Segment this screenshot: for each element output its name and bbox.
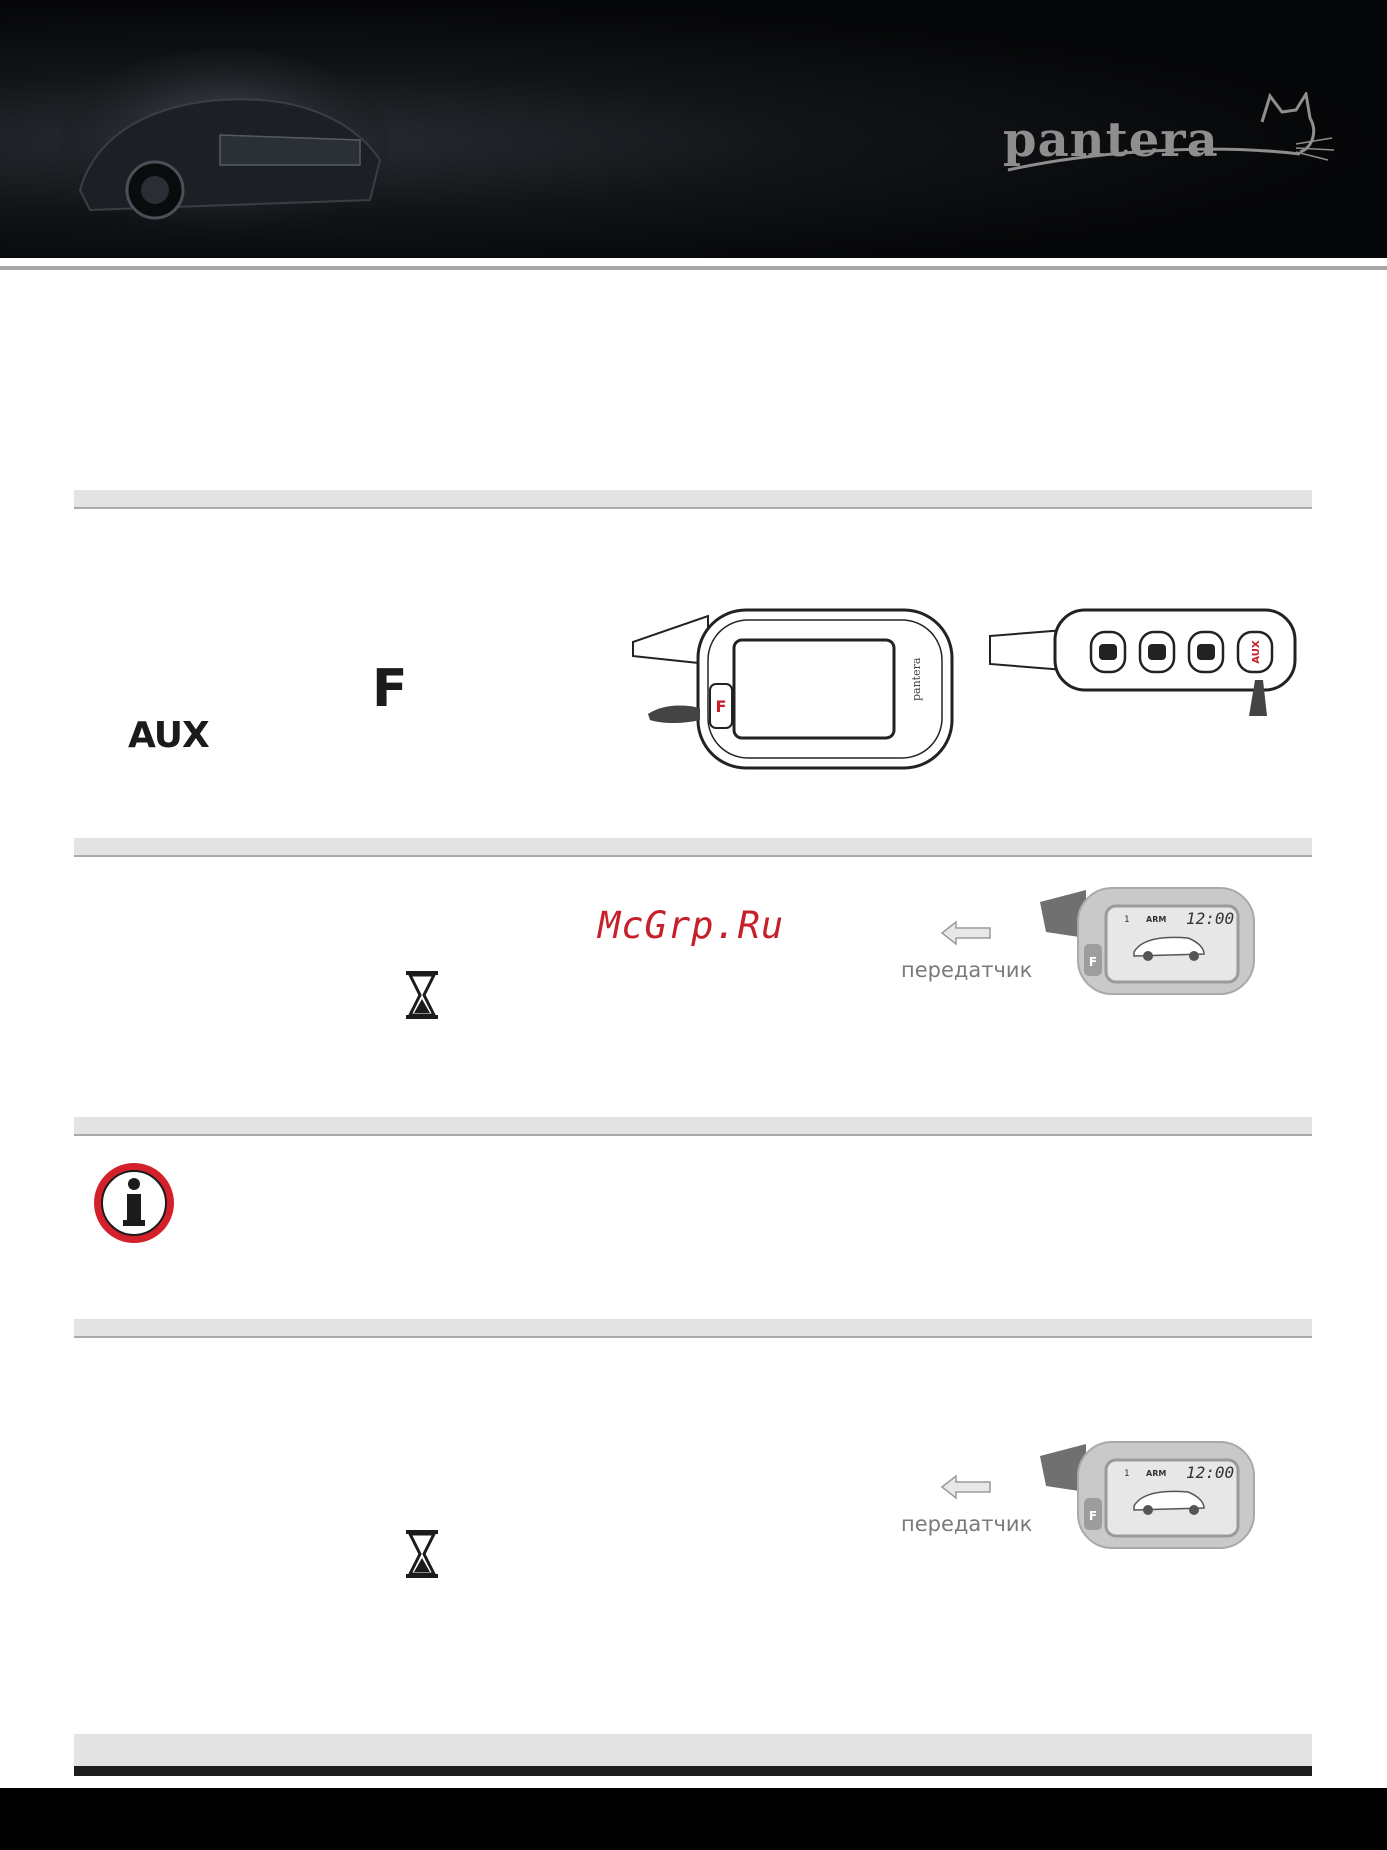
car-image bbox=[60, 40, 390, 250]
lcd-time-2: 12:00 bbox=[1186, 1463, 1235, 1482]
arrow-left-icon bbox=[940, 920, 992, 946]
transmitter-label-2: передатчик bbox=[901, 1512, 1033, 1536]
section-bar-1 bbox=[74, 490, 1312, 509]
section-bar-3 bbox=[74, 1117, 1312, 1136]
svg-text:F: F bbox=[1088, 955, 1098, 969]
watermark-text: McGrp.Ru bbox=[598, 904, 785, 947]
svg-text:pantera: pantera bbox=[910, 657, 923, 701]
svg-text:F: F bbox=[1088, 1509, 1098, 1523]
section-bar-4 bbox=[74, 1319, 1312, 1338]
brand-logo: pantera bbox=[1003, 112, 1219, 168]
remote-f-key-label: F bbox=[715, 697, 727, 716]
footer-bar bbox=[74, 1734, 1312, 1766]
remote-lcd-illustration-2 bbox=[1038, 1440, 1258, 1552]
aux-button-label: AUX bbox=[128, 715, 209, 756]
remote-front-illustration bbox=[628, 606, 958, 772]
remote-aux-key-label: AUX bbox=[1251, 640, 1262, 664]
footer bbox=[0, 1788, 1387, 1850]
lcd-arm: ARM bbox=[1146, 915, 1167, 924]
lcd-time: 12:00 bbox=[1186, 909, 1235, 928]
header-divider-white bbox=[0, 258, 1387, 264]
info-icon bbox=[91, 1160, 177, 1246]
panther-logo-icon bbox=[1000, 92, 1340, 182]
section-bar-2 bbox=[74, 838, 1312, 857]
lcd-arm-2: ARM bbox=[1146, 1469, 1167, 1478]
arrow-left-icon-2 bbox=[940, 1474, 992, 1500]
lcd-number-2: 1 bbox=[1124, 1469, 1130, 1479]
hourglass-icon-2 bbox=[404, 1528, 440, 1580]
f-button-icon: F bbox=[372, 659, 408, 719]
lcd-number: 1 bbox=[1124, 915, 1130, 925]
remote-side-illustration bbox=[985, 606, 1315, 726]
remote-lcd-illustration bbox=[1038, 886, 1258, 998]
header-banner bbox=[0, 0, 1387, 258]
header-divider bbox=[0, 266, 1387, 270]
transmitter-label: передатчик bbox=[901, 958, 1033, 982]
footer-line bbox=[74, 1766, 1312, 1776]
hourglass-icon bbox=[404, 969, 440, 1021]
